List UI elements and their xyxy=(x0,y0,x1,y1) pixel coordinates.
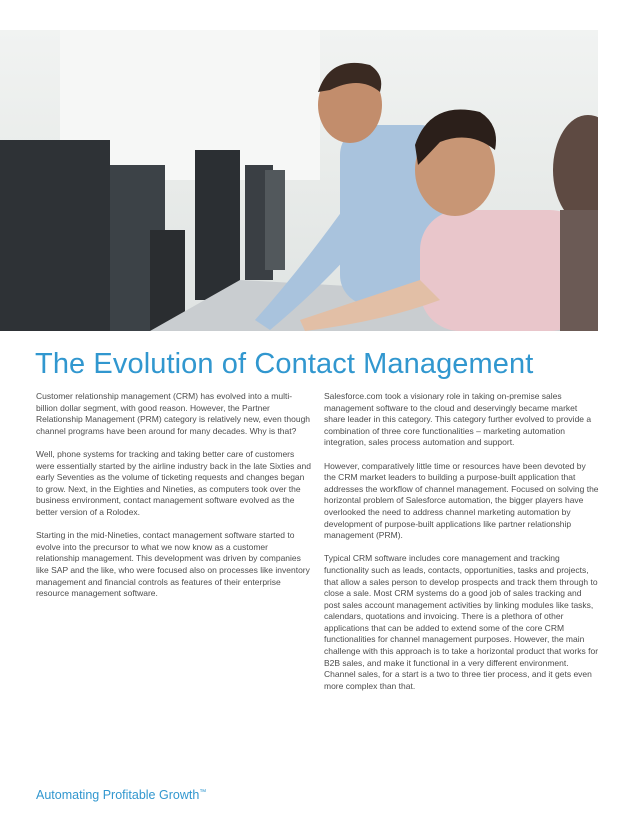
trademark-symbol: ™ xyxy=(199,788,207,796)
partial-person-body xyxy=(560,210,598,331)
partial-person-right xyxy=(553,115,598,225)
paragraph: Typical CRM software includes core management and tracking functionality such as leads, contacts, opportunities, tasks and projects, that allow a sales person to develop prospects and track them through to close a sale. Most CRM systems do a good job of sales tracking and post sales account management activities by linking modules like tasks, calendars, quotations and invoicing. There is a plethora of other applications that can be added to extend some of the core CRM functionalities for channel management purposes. However, the main challenge with this approach is to take a horizontal product that works for B2B sales, and make it functional in a very different environment. Channel sales, for a start is a two to three tier process, and it gets even more complex than that. xyxy=(324,553,599,691)
left-column xyxy=(36,391,311,611)
monitor-far-3 xyxy=(265,170,285,270)
paragraph: Well, phone systems for tracking and taking better care of customers were essentially started by the airline industry back in the late Sixties and early Seventies as the volume of ticketing requests and changes began to grow. Next, in the Eighties and Nineties, as computers took over the business environment, contact management software evolved as the better version of a Rolodex. xyxy=(36,448,311,517)
footer-tagline xyxy=(36,788,206,802)
office-photo-illustration xyxy=(0,30,598,331)
paragraph: Starting in the mid-Nineties, contact management software started to evolve into the precursor to what we now know as a customer relationship management. This development was driven by companies like SAP and the like, who were focused also on processes like inventory management and financial controls as features of their enterprise resource management software. xyxy=(36,530,310,599)
page-title: The Evolution of Contact Management xyxy=(35,348,534,380)
monitor-near-left xyxy=(0,140,110,331)
hero-photo xyxy=(0,30,598,331)
monitor-far-1 xyxy=(195,150,240,300)
paragraph: However, comparatively little time or resources have been devoted by the CRM market leaders to building a purpose-built application that addresses the workflow of channel management. Focused on solving the horizontal problem of Salesforce automation, the bigger players have overlooked the need to address channel marketing automation by development of purpose-built applications like partner relationship management (PRM). xyxy=(324,460,599,541)
right-column xyxy=(324,391,599,704)
paragraph: Customer relationship management (CRM) has evolved into a multi-billion dollar segment, with good reason. However, the Partner Relationship Management (PRM) category is relatively new, even though channel programs have been around for many decades. Why is that? xyxy=(36,391,311,436)
footer-text: Automating Profitable Growth xyxy=(36,788,200,802)
paragraph: Salesforce.com took a visionary role in taking on-premise sales management software to the cloud and deservingly became market share leader in this category. This category further evolved to provide a combination of three core functionalities – marketing automation integration, sales process automation and support. xyxy=(324,391,592,448)
